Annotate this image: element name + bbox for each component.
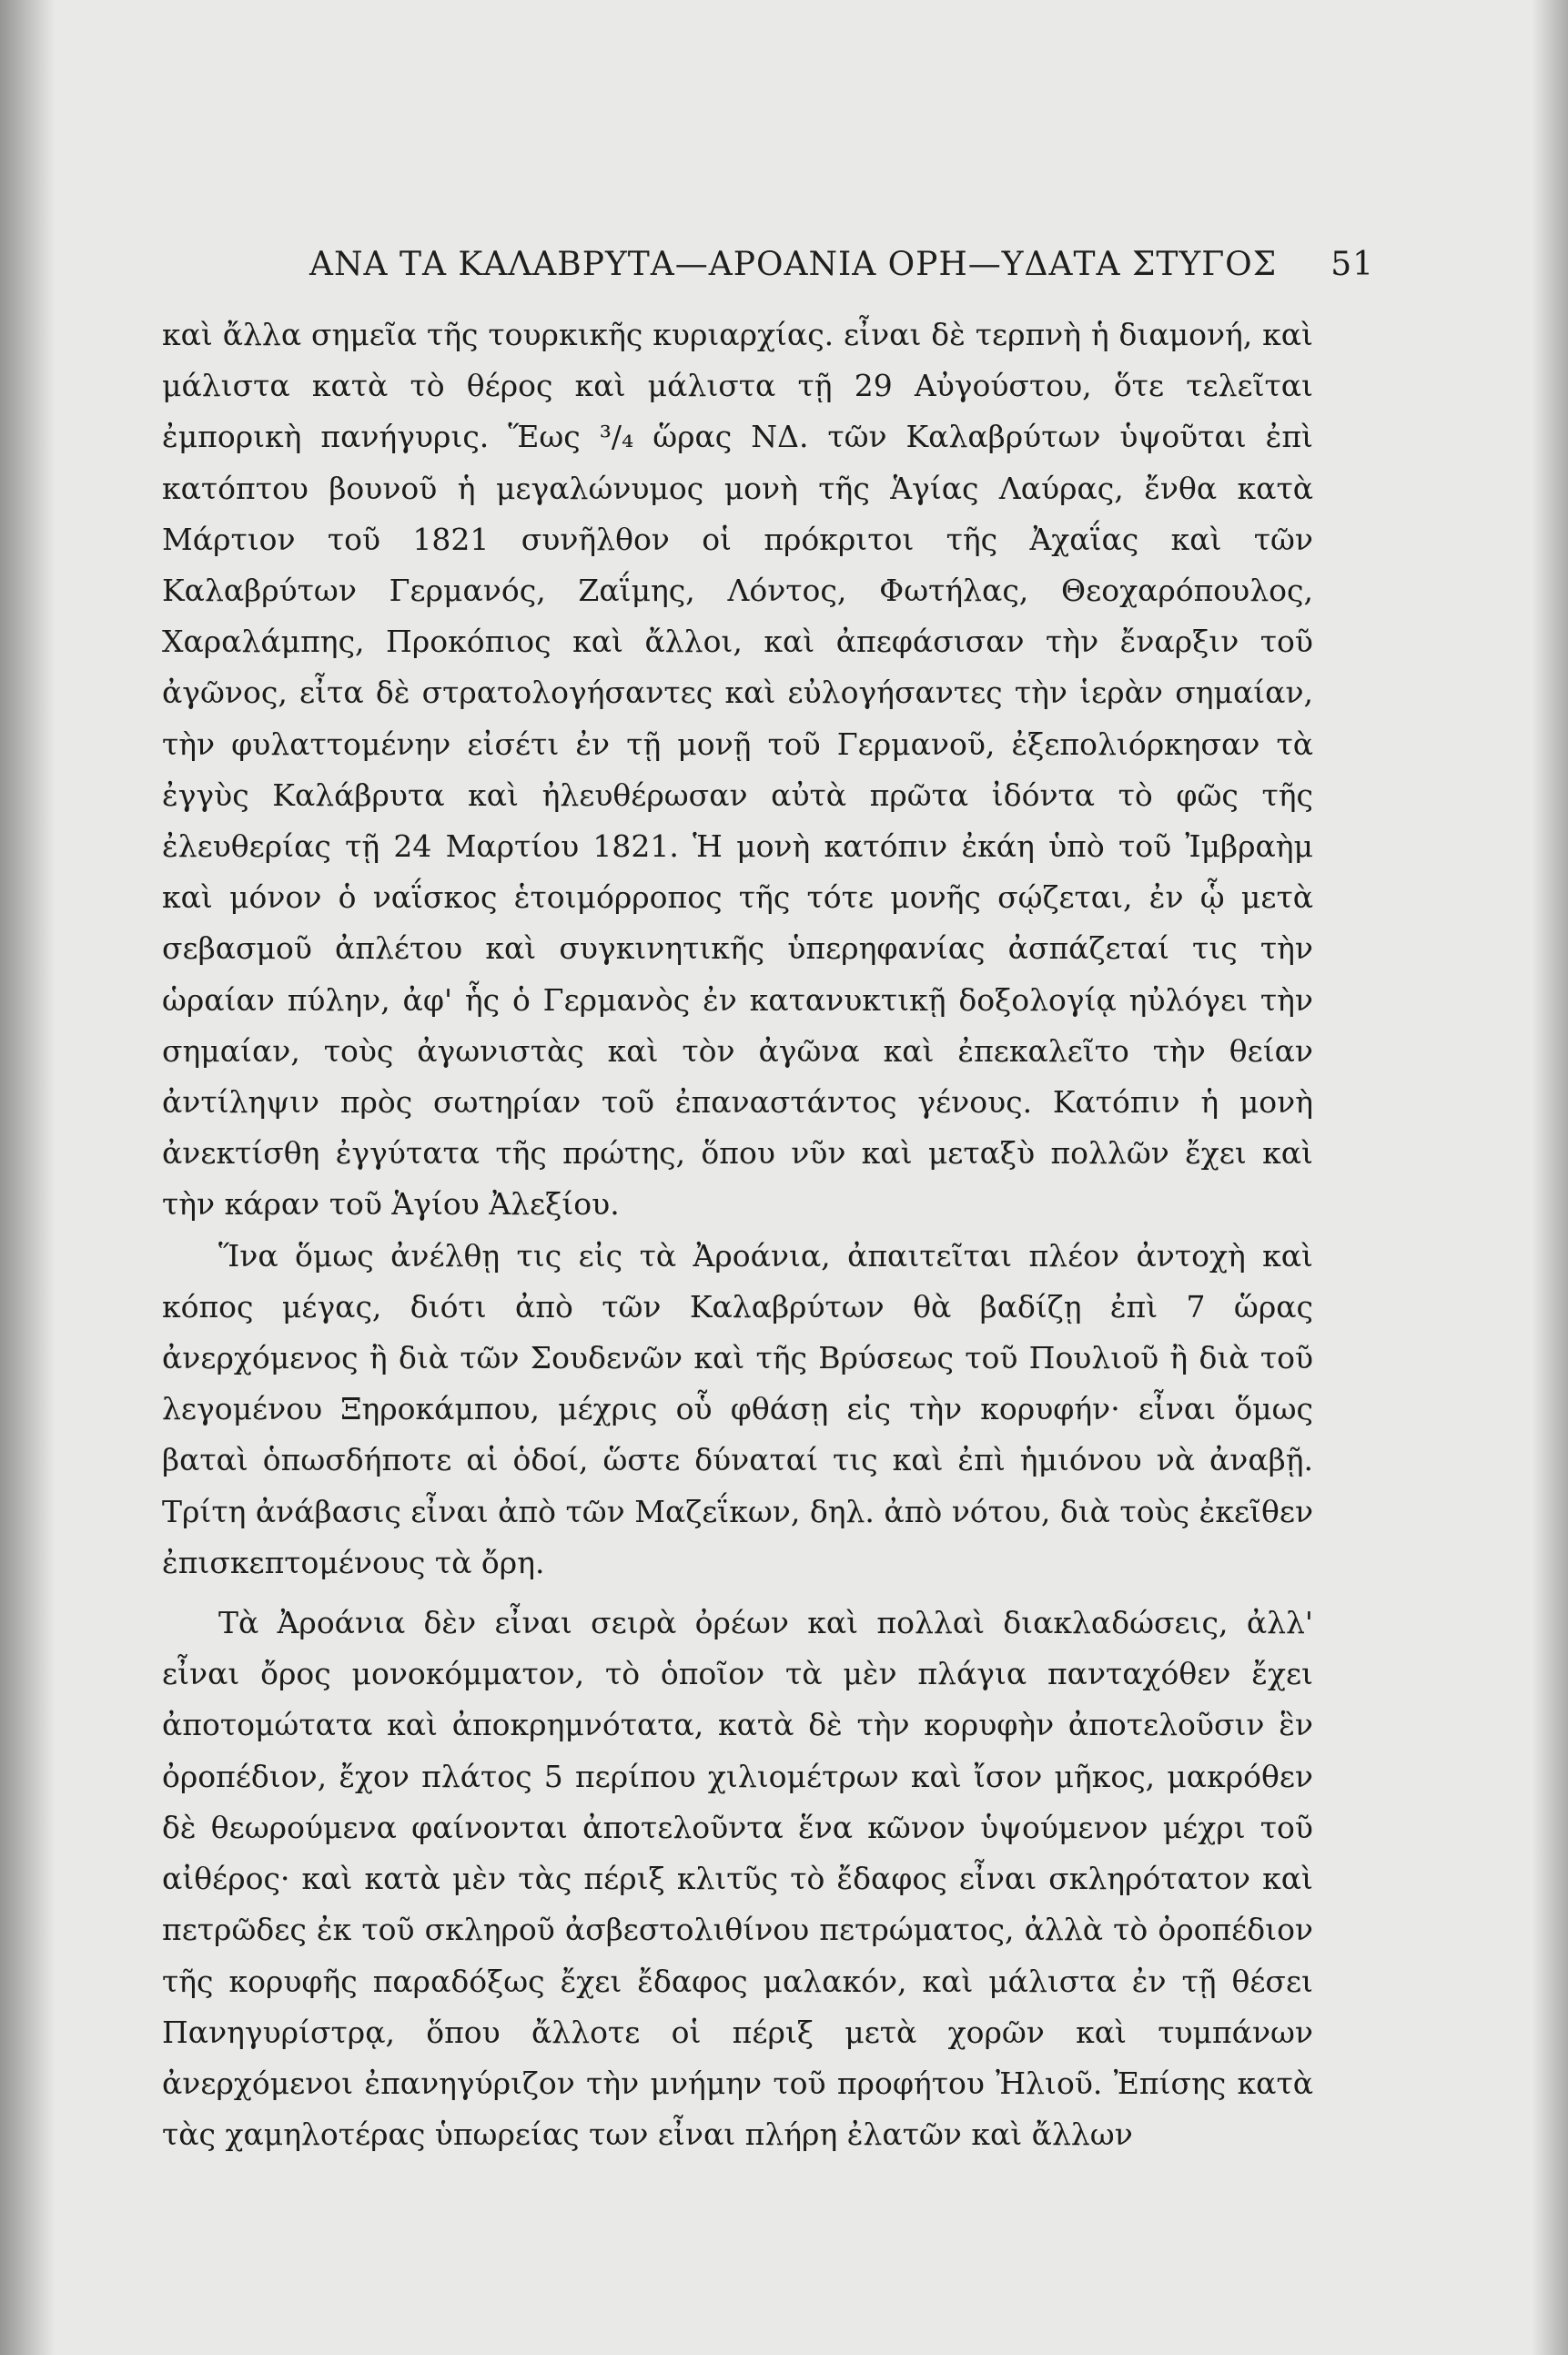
paragraph: Ἵνα ὅμως ἀνέλθῃ τις εἰς τὰ Ἀροάνια, ἀπαιτεῖται πλέον ἀντοχὴ καὶ κόπος μέγας, διότι ἀπὸ τῶν Καλαβρύτων θὰ βαδίζῃ ἐπὶ 7 ὥρας ἀνερχόμενος ἢ διὰ τῶν Σουδενῶν καὶ τῆς Βρύσεως τοῦ Πουλιοῦ ἢ διὰ τοῦ λεγομένου Ξηροκάμπου, μέχρις οὗ φθάσῃ εἰς τὴν κορυφήν· εἶναι ὅμως βαταὶ ὁπωσδήποτε αἱ ὁδοί, ὥστε δύναταί τις καὶ ἐπὶ ἡμιόνου νὰ ἀναβῇ. Τρίτη ἀνάβασις εἶναι ἀπὸ τῶν Μαζεΐκων, δηλ. ἀπὸ νότου, διὰ τοὺς ἐκεῖθεν ἐπισκεπτομένους τὰ ὄρη. (162, 1237, 1313, 1580)
paragraph: Τὰ Ἀροάνια δὲν εἶναι σειρὰ ὀρέων καὶ πολλαὶ διακλαδώσεις, ἀλλ' εἶναι ὄρος μονοκόμματον, τὸ ὁποῖον τὰ μὲν πλάγια πανταχόθεν ἔχει ἀποτομώτατα καὶ ἀποκρημνότατα, κατὰ δὲ τὴν κορυφὴν ἀποτελοῦσιν ἓν ὀροπέδιον, ἔχον πλάτος 5 περίπου χιλιομέτρων καὶ ἴσον μῆκος, μακρόθεν δὲ θεωρούμενα φαίνονται ἀποτελοῦντα ἕνα κῶνον ὑψούμενον μέχρι τοῦ αἰθέρος· καὶ κατὰ μὲν τὰς πέριξ κλιτῦς τὸ ἔδαφος εἶναι σκληρότατον καὶ πετρῶδες ἐκ τοῦ σκληροῦ ἀσβεστολιθίνου πετρώματος, ἀλλὰ τὸ ὀροπέδιον τῆς κορυφῆς παραδόξως ἔχει ἔδαφος μαλακόν, καὶ μάλιστα ἐν τῇ θέσει Πανηγυρίστρᾳ, ὅπου ἄλλοτε οἱ πέριξ μετὰ χορῶν καὶ τυμπάνων ἀνερχόμενοι ἐπανηγύριζον τὴν μνήμην τοῦ προφήτου Ἠλιοῦ. Ἐπίσης κατὰ τὰς χαμηλοτέρας ὑπωρείας των εἶναι πλήρη ἐλατῶν καὶ ἄλλων (162, 1605, 1313, 2153)
running-title: ΑΝΑ ΤΑ ΚΑΛΑΒΡΥΤΑ—ΑΡΟΑΝΙΑ ΟΡΗ—ΥΔΑΤΑ ΣΤΥΓΟΣ (309, 246, 1278, 283)
page-edge-shadow (1532, 0, 1568, 2355)
page-header (309, 246, 1374, 300)
body-text (162, 310, 1313, 2160)
page-number: 51 (1330, 246, 1374, 283)
binding-shadow (0, 0, 55, 2355)
paragraph: καὶ ἄλλα σημεῖα τῆς τουρκικῆς κυριαρχίας. εἶναι δὲ τερπνὴ ἡ διαμονή, καὶ μάλιστα κατὰ τὸ θέρος καὶ μάλιστα τῇ 29 Αὐγούστου, ὅτε τελεῖται ἐμπορικὴ πανήγυρις. Ἕως ³/₄ ὥρας ΝΔ. τῶν Καλαβρύτων ὑψοῦται ἐπὶ κατόπτου βουνοῦ ἡ μεγαλώνυμος μονὴ τῆς Ἁγίας Λαύρας, ἔνθα κατὰ Μάρτιον τοῦ 1821 συνῆλθον οἱ πρόκριτοι τῆς Ἀχαΐας καὶ τῶν Καλαβρύτων Γερμανός, Ζαΐμης, Λόντος, Φωτήλας, Θεοχαρόπουλος, Χαραλάμπης, Προκόπιος καὶ ἄλλοι, καὶ ἀπεφάσισαν τὴν ἔναρξιν τοῦ ἀγῶνος, εἶτα δὲ στρατολογήσαντες καὶ εὐλογήσαντες τὴν ἱερὰν σημαίαν, τὴν φυλαττομένην εἰσέτι ἐν τῇ μονῇ τοῦ Γερμανοῦ, ἐξεπολιόρκησαν τὰ ἐγγὺς Καλάβρυτα καὶ ἠλευθέρωσαν αὐτὰ πρῶτα ἰδόντα τὸ φῶς τῆς ἐλευθερίας τῇ 24 Μαρτίου 1821. Ἡ μονὴ κατόπιν ἐκάη ὑπὸ τοῦ Ἰμβραὴμ καὶ μόνον ὁ ναΐσκος ἑτοιμόρροπος τῆς τότε μονῆς σῴζεται, ἐν ᾧ μετὰ σεβασμοῦ ἀπλέτου καὶ συγκινητικῆς ὑπερηφανίας ἀσπάζεταί τις τὴν ὡραίαν πύλην, ἀφ' ἧς ὁ Γερμανὸς ἐν κατανυκτικῇ δοξολογίᾳ ηὐλόγει τὴν σημαίαν, τοὺς ἀγωνιστὰς καὶ τὸν ἀγῶνα καὶ ἐπεκαλεῖτο τὴν θείαν ἀντίληψιν πρὸς σωτηρίαν τοῦ ἐπαναστάντος γένους. Κατόπιν ἡ μονὴ ἀνεκτίσθη ἐγγύτατα τῆς πρώτης, ὅπου νῦν καὶ μεταξὺ πολλῶν ἔχει καὶ τὴν κάραν τοῦ Ἁγίου Ἀλεξίου. (162, 317, 1313, 1223)
